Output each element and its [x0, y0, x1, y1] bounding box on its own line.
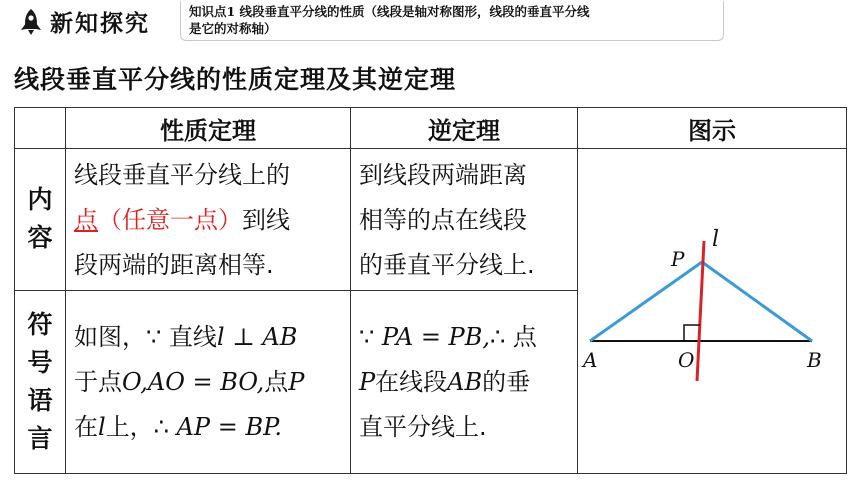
- topic-box: [180, 1, 724, 41]
- highlight-any-point: （任意一点）: [98, 206, 242, 234]
- property-line-1: 线段垂直平分线上的: [74, 161, 290, 189]
- topic-line-1: 知识点1 线段垂直平分线的性质（线段是轴对称图形，线段的垂直平分线: [189, 4, 590, 19]
- header-figure: 图示: [578, 108, 847, 149]
- highlight-point: 点: [74, 206, 98, 234]
- property-symbolic-cell: [66, 290, 351, 473]
- converse-content-cell: [351, 149, 578, 291]
- row-label-char: 容: [27, 223, 53, 253]
- row-label-char: 语: [27, 385, 53, 415]
- header: [0, 0, 860, 44]
- symbolic-line-3: 在l上，∴ AP = BP.: [74, 412, 282, 441]
- converse-line-1: 到线段两端距离: [359, 161, 527, 189]
- label-P: P: [671, 247, 685, 271]
- topic-line-2: 是它的对称轴）: [189, 21, 277, 36]
- row-label-symbolic: [15, 290, 66, 473]
- symbolic-line-2: 于点O,AO = BO,点P: [74, 367, 305, 396]
- converse-line-3: 的垂直平分线上.: [359, 251, 535, 279]
- label-B: B: [807, 348, 822, 372]
- converse-symbolic-cell: [351, 290, 578, 473]
- theorem-table: [14, 107, 847, 474]
- table-header-row: [15, 108, 847, 149]
- page-title: 线段垂直平分线的性质定理及其逆定理: [14, 65, 457, 94]
- converse-line-2: 相等的点在线段: [359, 206, 527, 234]
- row-label-content: [15, 149, 66, 291]
- symbolic-line-1: 如图，∵ 直线l ⊥ AB: [74, 322, 298, 351]
- row-label-char: 言: [27, 423, 53, 453]
- row-label-char: 符: [27, 309, 53, 339]
- right-angle-mark: [684, 325, 700, 341]
- figure-cell: [578, 149, 847, 474]
- row-label-char: 内: [27, 185, 53, 215]
- segment-PB: [702, 262, 812, 341]
- section-title: 新知探究: [50, 10, 150, 37]
- segment-PA: [590, 262, 702, 341]
- header-property: 性质定理: [66, 108, 351, 149]
- header-converse: 逆定理: [351, 108, 578, 149]
- property-content-cell: [66, 149, 351, 291]
- geometry-figure: [578, 149, 846, 469]
- label-A: A: [583, 348, 598, 372]
- rocket-icon: [18, 8, 44, 36]
- property-line-3: 段两端的距离相等.: [74, 251, 274, 279]
- table-corner-cell: [15, 108, 66, 149]
- converse-symbolic-line-1: ∵ PA = PB,∴ 点: [359, 322, 537, 351]
- topic-text: [189, 3, 590, 37]
- property-line-2: 点（任意一点）到线: [74, 206, 290, 234]
- table-row-content: [15, 149, 847, 291]
- converse-symbolic-line-3: 直平分线上.: [359, 412, 487, 441]
- row-label-char: 号: [27, 347, 53, 377]
- converse-symbolic-line-2: P在线段AB的垂: [359, 367, 531, 396]
- label-O: O: [678, 348, 695, 372]
- label-l: l: [712, 227, 720, 252]
